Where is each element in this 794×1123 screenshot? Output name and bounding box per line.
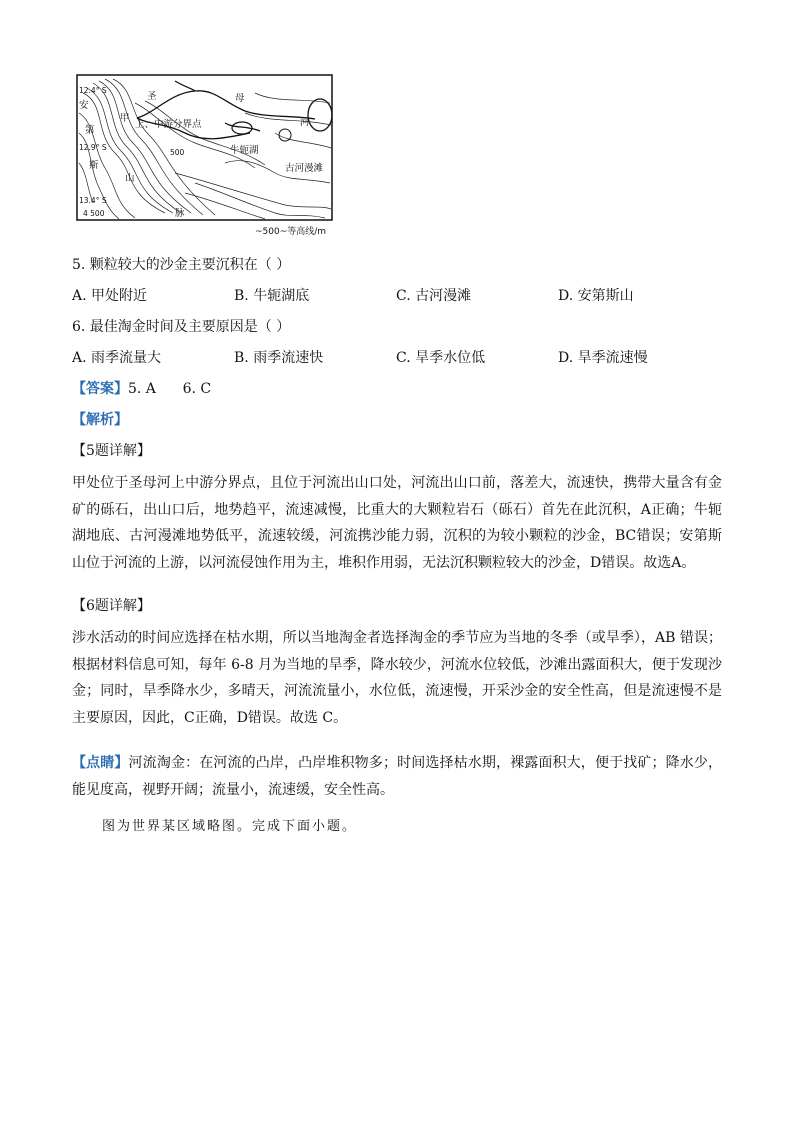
detail6-paragraph: 涉水活动的时间应选择在枯水期，所以当地淘金者选择淘金的季节应为当地的冬季（或旱季），AB 错误；根据材料信息可知，每年 6-8 月为当地的旱季，降水较少，河流水位较低，沙滩出露面积大，便于发现沙金；同时，旱季降水少，多晴天，河流流量小，水位低，流速慢，开采沙金的安全性高，但是流速慢不是主要原因，因此，C正确，D错误。故选 C。 bbox=[72, 630, 722, 726]
q6-option-a: A. 雨季流量大 bbox=[72, 350, 162, 366]
label-ancient-floodplain: 古河漫滩 bbox=[285, 163, 324, 174]
contour-label-500: 500 bbox=[170, 148, 185, 157]
contour-label-4500: 4 500 bbox=[83, 209, 105, 218]
label-mai: 脉 bbox=[175, 208, 185, 219]
tip-tag: 【点睛】 bbox=[72, 755, 129, 771]
tip-paragraph bbox=[72, 750, 722, 803]
question-6-stem: 6. 最佳淘金时间及主要原因是（ ） bbox=[72, 319, 291, 335]
q6-option-b: B. 雨季流速快 bbox=[234, 350, 324, 366]
label-si: 斯 bbox=[89, 160, 99, 171]
label-oxbow-lake: 牛轭湖 bbox=[230, 145, 259, 156]
detail5-paragraph: 甲处位于圣母河上中游分界点，且位于河流出山口处，河流出山口前，落差大，流速快，携带大量含有金矿的砾石，出山口后，地势趋平，流速减慢，比重大的大颗粒岩石（砾石）首先在此沉积，A正确；牛轭湖地底、古河漫滩地势低平，流速较缓，河流携沙能力弱，沉积的为较小颗粒的沙金，BC错误；安第斯山位于河流的上游，以河流侵蚀作用为主，堆积作用弱，无法沉积颗粒较大的沙金，D错误。故选A。 bbox=[72, 475, 722, 571]
label-boundary-point: 上、中游分界点 bbox=[135, 119, 202, 130]
label-he: 河 bbox=[300, 117, 310, 128]
lat-label-1: 12.4° S bbox=[79, 86, 107, 95]
lat-label-3: 13.4° S bbox=[79, 196, 107, 205]
q6-option-d: D. 旱季流速慢 bbox=[558, 350, 648, 366]
q5-option-c: C. 古河漫滩 bbox=[396, 288, 472, 304]
question-5-stem: 5. 颗粒较大的沙金主要沉积在（ ） bbox=[72, 257, 291, 273]
analysis-tag: 【解析】 bbox=[72, 412, 128, 428]
label-an: 安 bbox=[79, 100, 89, 111]
lat-label-2: 12.9° S bbox=[79, 143, 107, 152]
detail5-heading: 【5题详解】 bbox=[72, 443, 151, 459]
analysis-line bbox=[72, 410, 128, 430]
answer-text: 5. A 6. C bbox=[128, 381, 212, 397]
map-frame bbox=[77, 75, 332, 220]
contour-map-figure bbox=[75, 73, 365, 238]
q6-option-c: C. 旱季水位低 bbox=[396, 350, 486, 366]
q5-option-a: A. 甲处附近 bbox=[72, 288, 148, 304]
answer-line bbox=[72, 379, 211, 399]
answer-tag: 【答案】 bbox=[72, 381, 128, 397]
label-sheng: 圣 bbox=[147, 91, 157, 102]
map-legend: ~500~等高线/m bbox=[255, 227, 327, 237]
label-di: 第 bbox=[85, 125, 95, 136]
label-mu: 母 bbox=[235, 93, 245, 104]
q5-option-d: D. 安第斯山 bbox=[558, 288, 634, 304]
tip-text: 河流淘金：在河流的凸岸，凸岸堆积物多；时间选择枯水期，裸露面积大，便于找矿；降水少，能见度高，视野开阔；流量小，流速缓，安全性高。 bbox=[72, 755, 723, 798]
contour-map-svg bbox=[75, 73, 365, 238]
next-question-prompt: 图为世界某区域略图。完成下面小题。 bbox=[102, 819, 358, 834]
label-jia: 甲 bbox=[120, 113, 130, 124]
label-shan: 山 bbox=[125, 173, 135, 184]
detail6-heading: 【6题详解】 bbox=[72, 598, 151, 614]
q5-option-b: B. 牛轭湖底 bbox=[234, 288, 310, 304]
